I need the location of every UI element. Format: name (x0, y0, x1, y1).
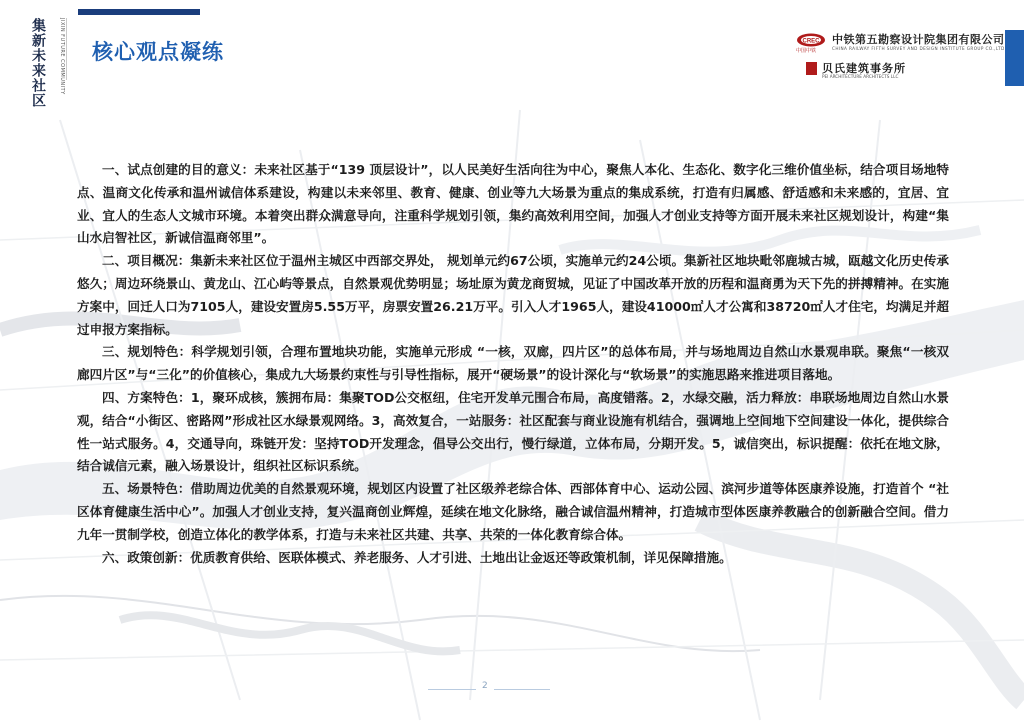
crec-logo-caption: 中国中铁 (796, 48, 817, 54)
bei-logo-icon (806, 62, 817, 75)
top-accent-rule (78, 9, 200, 15)
crec-company-english: CHINA RAILWAY FIFTH SURVEY AND DESIGN INSTITUTE GROUP CO.,LTD (832, 46, 1005, 51)
crec-company-name: 中铁第五勘察设计院集团有限公司 (832, 33, 1005, 46)
right-accent-bar (1005, 30, 1024, 86)
side-vertical-subtitle: JIXIN FUTURE COMMUNITY (59, 18, 65, 95)
side-divider (66, 18, 67, 80)
paragraph-policy: 六、政策创新：优质教育供给、医联体模式、养老服务、人才引进、土地出让金返还等政策机制，详见保障措施。 (102, 549, 732, 565)
bei-firm-english: PEI ARCHITECTURE ARCHITECTS LLC (822, 74, 899, 79)
paragraph-scheme: 四、方案特色：1，聚环成核，簇拥布局：集聚TOD公交枢纽，住宅开发单元围合布局，高度错落。2，水绿交融，活力释放：串联场地周边自然山水景观，结合“小街区、密路网”形成社区水绿景观网络。3，高效复合，一站服务：社区配套与商业设施有机结合，强调地上空间地下空间建设一体化，提供综合性一站式服务。4，交通导向，珠链开发：坚持TOD开发理念，倡导公交出行，慢行绿道，立体布局，分期开发。5，诚信突出，标识提醒：依托在地文脉，结合诚信元素，融入场景设计，组织社区标识系统。 (77, 389, 949, 474)
paragraph-purpose: 一、试点创建的目的意义：未来社区基于“139 顶层设计”，以人民美好生活向往为中心，聚焦人本化、生态化、数字化三维价值坐标，结合项目场地特点、温商文化传承和温州诚信体系建设，构建以未来邻里、教育、健康、创业等九大场景为重点的集成系统，打造有归属感、舒适感和未来感的，宜居、宜业、宜人的生态人文城市环境。本着突出群众满意导向，注重科学规划引领，集约高效利用空间，加强人才创业支持等方面开展未来社区规划设计，构建“集山水启智社区，新诚信温商邻里”。 (77, 162, 949, 246)
bei-firm-name: 贝氏建筑事务所 (822, 62, 906, 75)
paragraph-planning: 三、规划特色：科学规划引领，合理布置地块功能，实施单元形成 “一核，双廊，四片区”的总体布局，并与场地周边自然山水景观串联。聚焦“一核双廊四片区”与“三化”的价值核心，集成九大场景约束性与引导性指标，展开“硬场景”的设计深化与“软场景”的实施思路来推进项目落地。 (77, 344, 949, 383)
side-vertical-title: 集新未来社区 (30, 18, 46, 108)
paragraph-scenes: 五、场景特色：借助周边优美的自然景观环境，规划区内设置了社区级养老综合体、西部体育中心、运动公园、滨河步道等体医康养设施，打造首个 “社区体育健康生活中心”。加强人才创业支持，复兴温商创业辉煌，延续在地文化脉络，融合诚信温州精神，打造城市型体医康养教融合的创新融合空间。借力九年一贯制学校，创造立体化的教学体系，打造与未来社区共建、共享、共荣的一体化教育综合体。 (77, 481, 949, 542)
core-viewpoints-body (77, 159, 949, 569)
page-title: 核心观点凝练 (92, 40, 224, 64)
paragraph-overview: 二、项目概况：集新未来社区位于温州主城区中西部交界处， 规划单元约67公顷，实施单元约24公顷。集新社区地块毗邻鹿城古城，瓯越文化历史传承悠久；周边环绕景山、黄龙山、江心屿等景点，自然景观优势明显；场址原为黄龙商贸城，见证了中国改革开放的历程和温商勇为天下先的拼搏精神。在实施方案中，回迁人口为7105人，建设安置房5.55万平，房票安置26.21万平。引入人才1965人，建设41000㎡人才公寓和38720㎡人才住宅，均满足并超过申报方案指标。 (77, 253, 949, 337)
page-number-rule-right (494, 689, 550, 690)
page-number-rule-left (428, 689, 476, 690)
svg-text:CREC: CREC (802, 38, 820, 45)
page-number: 2 (482, 681, 488, 691)
